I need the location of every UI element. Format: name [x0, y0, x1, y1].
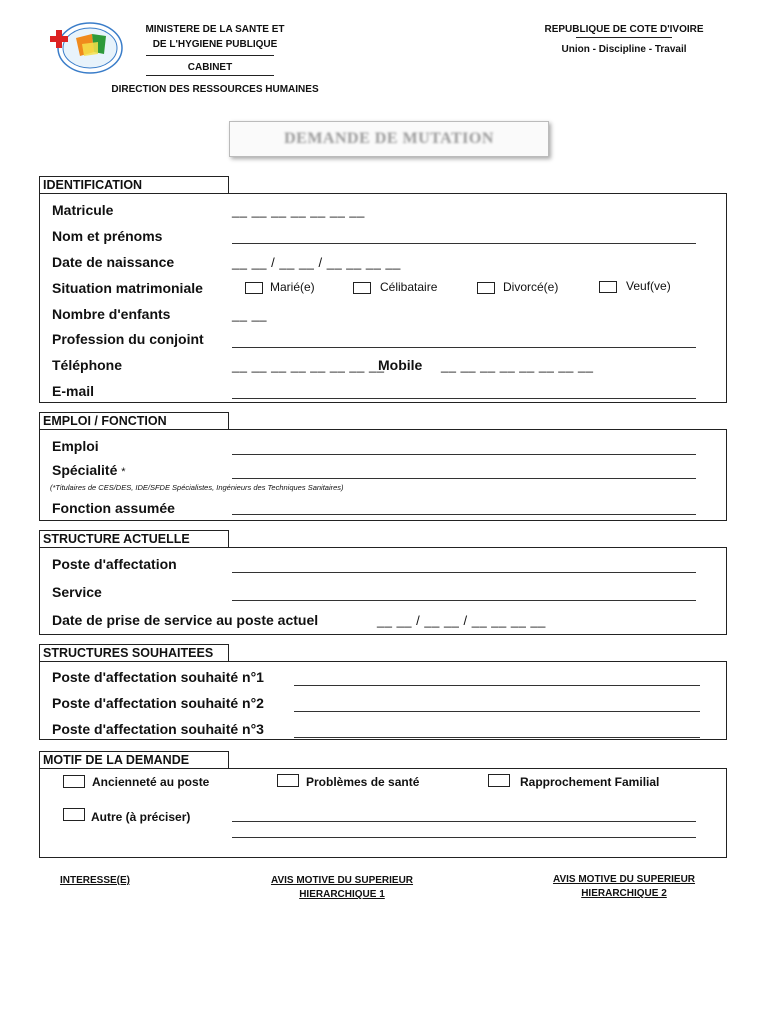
- signature-interesse: INTERESSE(E): [59, 875, 130, 886]
- section-structure-actuelle: STRUCTURE ACTUELLE: [39, 530, 229, 547]
- emploi-field[interactable]: [232, 454, 696, 455]
- anciennete-label: Ancienneté au poste: [92, 775, 210, 789]
- conjoint-label: Profession du conjoint: [52, 331, 204, 347]
- fonction-field[interactable]: [232, 514, 696, 515]
- section-motif: MOTIF DE LA DEMANDE: [39, 751, 229, 768]
- celibataire-checkbox[interactable]: [353, 282, 371, 294]
- veuf-label: Veuf(ve): [626, 279, 671, 293]
- ministry-logo: [48, 20, 124, 76]
- sante-checkbox[interactable]: [277, 774, 299, 787]
- telephone-field[interactable]: __ __ __ __ __ __ __ __: [232, 358, 385, 373]
- poste3-label: Poste d'affectation souhaité n°3: [52, 721, 264, 737]
- divorce-label: Divorcé(e): [503, 280, 559, 294]
- motto-label: Union - Discipline - Travail: [561, 44, 687, 55]
- poste1-label: Poste d'affectation souhaité n°1: [52, 669, 264, 685]
- matricule-field[interactable]: __ __ __ __ __ __ __: [232, 203, 365, 218]
- anciennete-checkbox[interactable]: [63, 775, 85, 788]
- poste-label: Poste d'affectation: [52, 556, 177, 572]
- nom-label: Nom et prénoms: [52, 228, 163, 244]
- marie-checkbox[interactable]: [245, 282, 263, 294]
- specialite-field[interactable]: [232, 478, 696, 479]
- matricule-label: Matricule: [52, 202, 114, 218]
- date-prise-label: Date de prise de service au poste actuel: [52, 612, 319, 628]
- celibataire-label: Célibataire: [380, 280, 438, 294]
- situation-label: Situation matrimoniale: [52, 280, 203, 296]
- telephone-label: Téléphone: [52, 357, 123, 373]
- autre-checkbox[interactable]: [63, 808, 85, 821]
- specialite-note: (*Titulaires de CES/DES, IDE/SFDE Spécialistes, Ingénieurs des Techniques Sanitaires): [50, 483, 344, 492]
- ministry-line2: DE L'HYGIENE PUBLIQUE: [152, 39, 278, 50]
- mobile-label: Mobile: [378, 357, 423, 373]
- signature-avis-1: [252, 874, 432, 902]
- fonction-label: Fonction assumée: [52, 500, 175, 516]
- specialite-text: Spécialité: [52, 462, 118, 478]
- direction-label: DIRECTION DES RESSOURCES HUMAINES: [111, 84, 319, 95]
- section-structures-souhaitees: STRUCTURES SOUHAITEES: [39, 644, 229, 661]
- avis1-line2: HIERARCHIQUE 1: [299, 889, 385, 900]
- conjoint-field[interactable]: [232, 347, 696, 348]
- signature-avis-2: [534, 873, 714, 901]
- email-label: E-mail: [52, 383, 95, 399]
- email-field[interactable]: [232, 398, 696, 399]
- ministry-name: [130, 22, 300, 52]
- specialite-asterisk: *: [121, 466, 126, 478]
- ministry-line1: MINISTERE DE LA SANTE ET: [145, 24, 285, 35]
- divorce-checkbox[interactable]: [477, 282, 495, 294]
- veuf-checkbox[interactable]: [599, 281, 617, 293]
- rapprochement-label: Rapprochement Familial: [520, 775, 660, 789]
- nom-field[interactable]: [232, 243, 696, 244]
- poste2-field[interactable]: [294, 711, 700, 712]
- section-emploi: EMPLOI / FONCTION: [39, 412, 229, 429]
- specialite-label: [52, 462, 126, 478]
- date-prise-field[interactable]: __ __ / __ __ / __ __ __ __: [377, 613, 546, 628]
- republic-rule: [576, 37, 672, 38]
- cabinet-label: CABINET: [187, 62, 233, 73]
- avis1-line1: AVIS MOTIVE DU SUPERIEUR: [270, 875, 414, 886]
- emploi-label: Emploi: [52, 438, 99, 454]
- mobile-field[interactable]: __ __ __ __ __ __ __ __: [441, 358, 594, 373]
- autre-field-2[interactable]: [232, 837, 696, 838]
- naissance-label: Date de naissance: [52, 254, 175, 270]
- rapprochement-checkbox[interactable]: [488, 774, 510, 787]
- autre-label: Autre (à préciser): [91, 810, 191, 824]
- section-identification: IDENTIFICATION: [39, 176, 229, 193]
- poste1-field[interactable]: [294, 685, 700, 686]
- service-label: Service: [52, 584, 102, 600]
- poste2-label: Poste d'affectation souhaité n°2: [52, 695, 264, 711]
- sante-label: Problèmes de santé: [306, 775, 420, 789]
- republic-label: REPUBLIQUE DE COTE D'IVOIRE: [544, 24, 704, 35]
- avis2-line1: AVIS MOTIVE DU SUPERIEUR: [552, 874, 696, 885]
- marie-label: Marié(e): [270, 280, 315, 294]
- header-rule-2: [146, 75, 274, 76]
- header-rule-1: [146, 55, 274, 56]
- poste-field[interactable]: [232, 572, 696, 573]
- enfants-label: Nombre d'enfants: [52, 306, 171, 322]
- poste3-field[interactable]: [294, 737, 700, 738]
- page-title: DEMANDE DE MUTATION: [284, 130, 494, 147]
- autre-field-1[interactable]: [232, 821, 696, 822]
- avis2-line2: HIERARCHIQUE 2: [581, 888, 667, 899]
- title-box: [229, 121, 549, 157]
- naissance-field[interactable]: __ __ / __ __ / __ __ __ __: [232, 255, 401, 270]
- enfants-field[interactable]: __ __: [232, 307, 268, 322]
- service-field[interactable]: [232, 600, 696, 601]
- ministry-logo-icon: [48, 20, 124, 76]
